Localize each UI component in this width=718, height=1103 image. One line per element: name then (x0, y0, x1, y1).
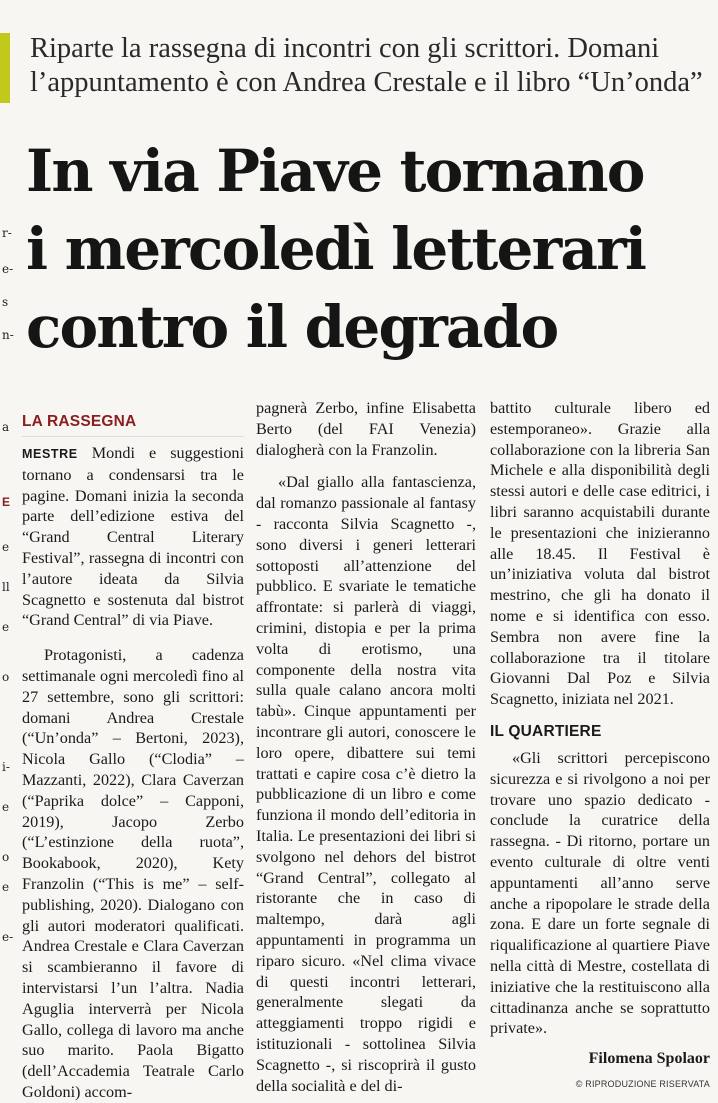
left-fragment-text: s (2, 295, 9, 309)
left-fragment-text: e (2, 620, 10, 634)
left-fragment-text: o (2, 850, 10, 864)
paragraph-2-text: Protagonisti, a cadenza settimanale ogni mercoledì fino al 27 settembre, sono gli scrittori: domani Andrea Crestale (“Un’onda” – Bertoni, 2023), Nicola Gallo (“Clodia” – Mazzanti, 2022), Clara Caverzan (“Paprika dolce” – Capponi, 2019), Jacopo Zerbo (“L’estinzione della ruota”, Bookabook, 2020), Kety Franzolin (“This is me” – self-publishing, 2020). Dialogano con gli autori moderatori qualificati. Andrea Crestale e Clara Caverzan si scambieranno il favore di intervistarsi l’un l’altra. Nadia Aguglia interverrà per Nicola Gallo, collega di lavoro ma anche suo marito. Paola Bigatto (dell’Accademia Teatrale Carlo Goldoni) accom- (22, 646, 244, 1101)
article-column-1 (22, 398, 244, 1103)
left-fragment-text: E (2, 495, 11, 509)
section-label: LA RASSEGNA (22, 412, 244, 437)
left-fragment-text: i- (2, 760, 10, 774)
article-column-3 (490, 398, 710, 1095)
paragraph-4-text: «Gli scrittori percepiscono sicurezza e si rivolgono a noi per trovare uno spazio dedicato - conclude la curatrice della rassegna. - Di ritorno, portare un evento culturale di oltre venti appuntamenti all’anno serve anche a ripopolare le strade della zona. E dare un forte segnale di riqualificazione al quartiere Piave nella città di Mestre, costellata di iniziative che la restituiscono alla cittadinanza anche se soprattutto private». (490, 748, 710, 1038)
left-fragment-text: n- (2, 328, 14, 342)
paragraph-1-text: Mondi e suggestioni tornano a condensarsi tra le pagine. Domani inizia la seconda parte dell’edizione estiva del “Grand Central Literary Festival”, rassegna di incontri con l’autore ideata da Silvia Scagnetto e sostenuta dal bistrot “Grand Central” di via Piave. (22, 444, 245, 630)
paragraph-3-continued (490, 398, 710, 710)
paragraph-4 (490, 748, 710, 1039)
paragraph-2-start (22, 645, 244, 1103)
paragraph-3 (256, 472, 476, 1096)
paragraph-2-continued (256, 398, 476, 460)
left-fragment-text: o (2, 670, 10, 684)
paragraph-2-text-cont: pagnerà Zerbo, infine Elisabetta Berto (del FAI Venezia) dialogherà con la Franzolin. (256, 399, 476, 459)
lead-paragraph (22, 443, 244, 631)
left-fragment-text: e (2, 540, 10, 554)
headline-line-3: contro il degrado (26, 293, 558, 361)
headline-line-1: In via Piave tornano (26, 137, 644, 205)
left-fragment-text: e- (2, 262, 14, 276)
article-headline (26, 132, 716, 366)
left-fragment-text: a (2, 420, 10, 434)
headline-line-2: i mercoledì letterari (26, 215, 646, 283)
article-column-2 (256, 398, 476, 1096)
author-signature: Filomena Spolaor (588, 1050, 710, 1068)
section-label-2: IL QUARTIERE (490, 722, 602, 740)
kicker-accent-bar (0, 33, 10, 103)
copyright-notice: © RIPRODUZIONE RISERVATA (575, 1078, 710, 1089)
paragraph-3-text: «Dal giallo alla fantascienza, dal romanzo passionale al fantasy - racconta Silvia Scagnetto -, sono diversi i generi letterari sottoposti all’attenzione del pubblico. E svariate le tematiche affrontate: si parlerà di viaggi, crimini, distopia e per la prima volta di erotismo, una componente della nostra vita sulla quale calano ancora molti tabù». Cinque appuntamenti per incontrare gli autori, conoscere le loro opere, dibattere sui temi trattati e capire cosa c’è dietro la pubblicazione di un libro e come funziona il mondo dell’editoria in Italia. Le presentazioni dei libri si svolgono nel dehors del bistrot “Grand Central”, collegato al ristorante che in caso di maltempo, darà agli appuntamenti in programma un riparo sicuro. «Nel clima vivace di questi incontri letterari, generalmente slegati da atteggiamenti troppo rigidi e istituzionali - sottolinea Silvia Scagnetto -, si riscoprirà il gusto della socialità e del di- (256, 473, 476, 1095)
paragraph-3-text-cont: battito culturale libero ed estemporaneo». Grazie alla collaborazione con la libreria San Michele e alla disponibilità degli stessi autori e delle case editrici, i libri saranno acquistabili durante le presentazioni che inizieranno alle 18.45. Il Festival è un’iniziativa voluta dal bistrot mestrino, che gli ha donato il nome e si identifica con esso. Sembra non avere fine la collaborazione tra il titolare Giovanni Dal Poz e Silvia Scagnetto, iniziata nel 2021. (490, 399, 710, 709)
article-kicker: Riparte la rassegna di incontri con gli scrittori. Domani l’appuntamento è con Andrea Crestale e il libro “Un’onda” (30, 33, 703, 98)
left-fragment-text: e (2, 880, 10, 894)
left-fragment-text: r- (2, 226, 12, 240)
dateline: MESTRE (22, 447, 78, 461)
left-fragment-text: ll (2, 580, 10, 594)
left-fragment-text: e (2, 800, 10, 814)
left-fragment-text: e- (2, 930, 14, 944)
